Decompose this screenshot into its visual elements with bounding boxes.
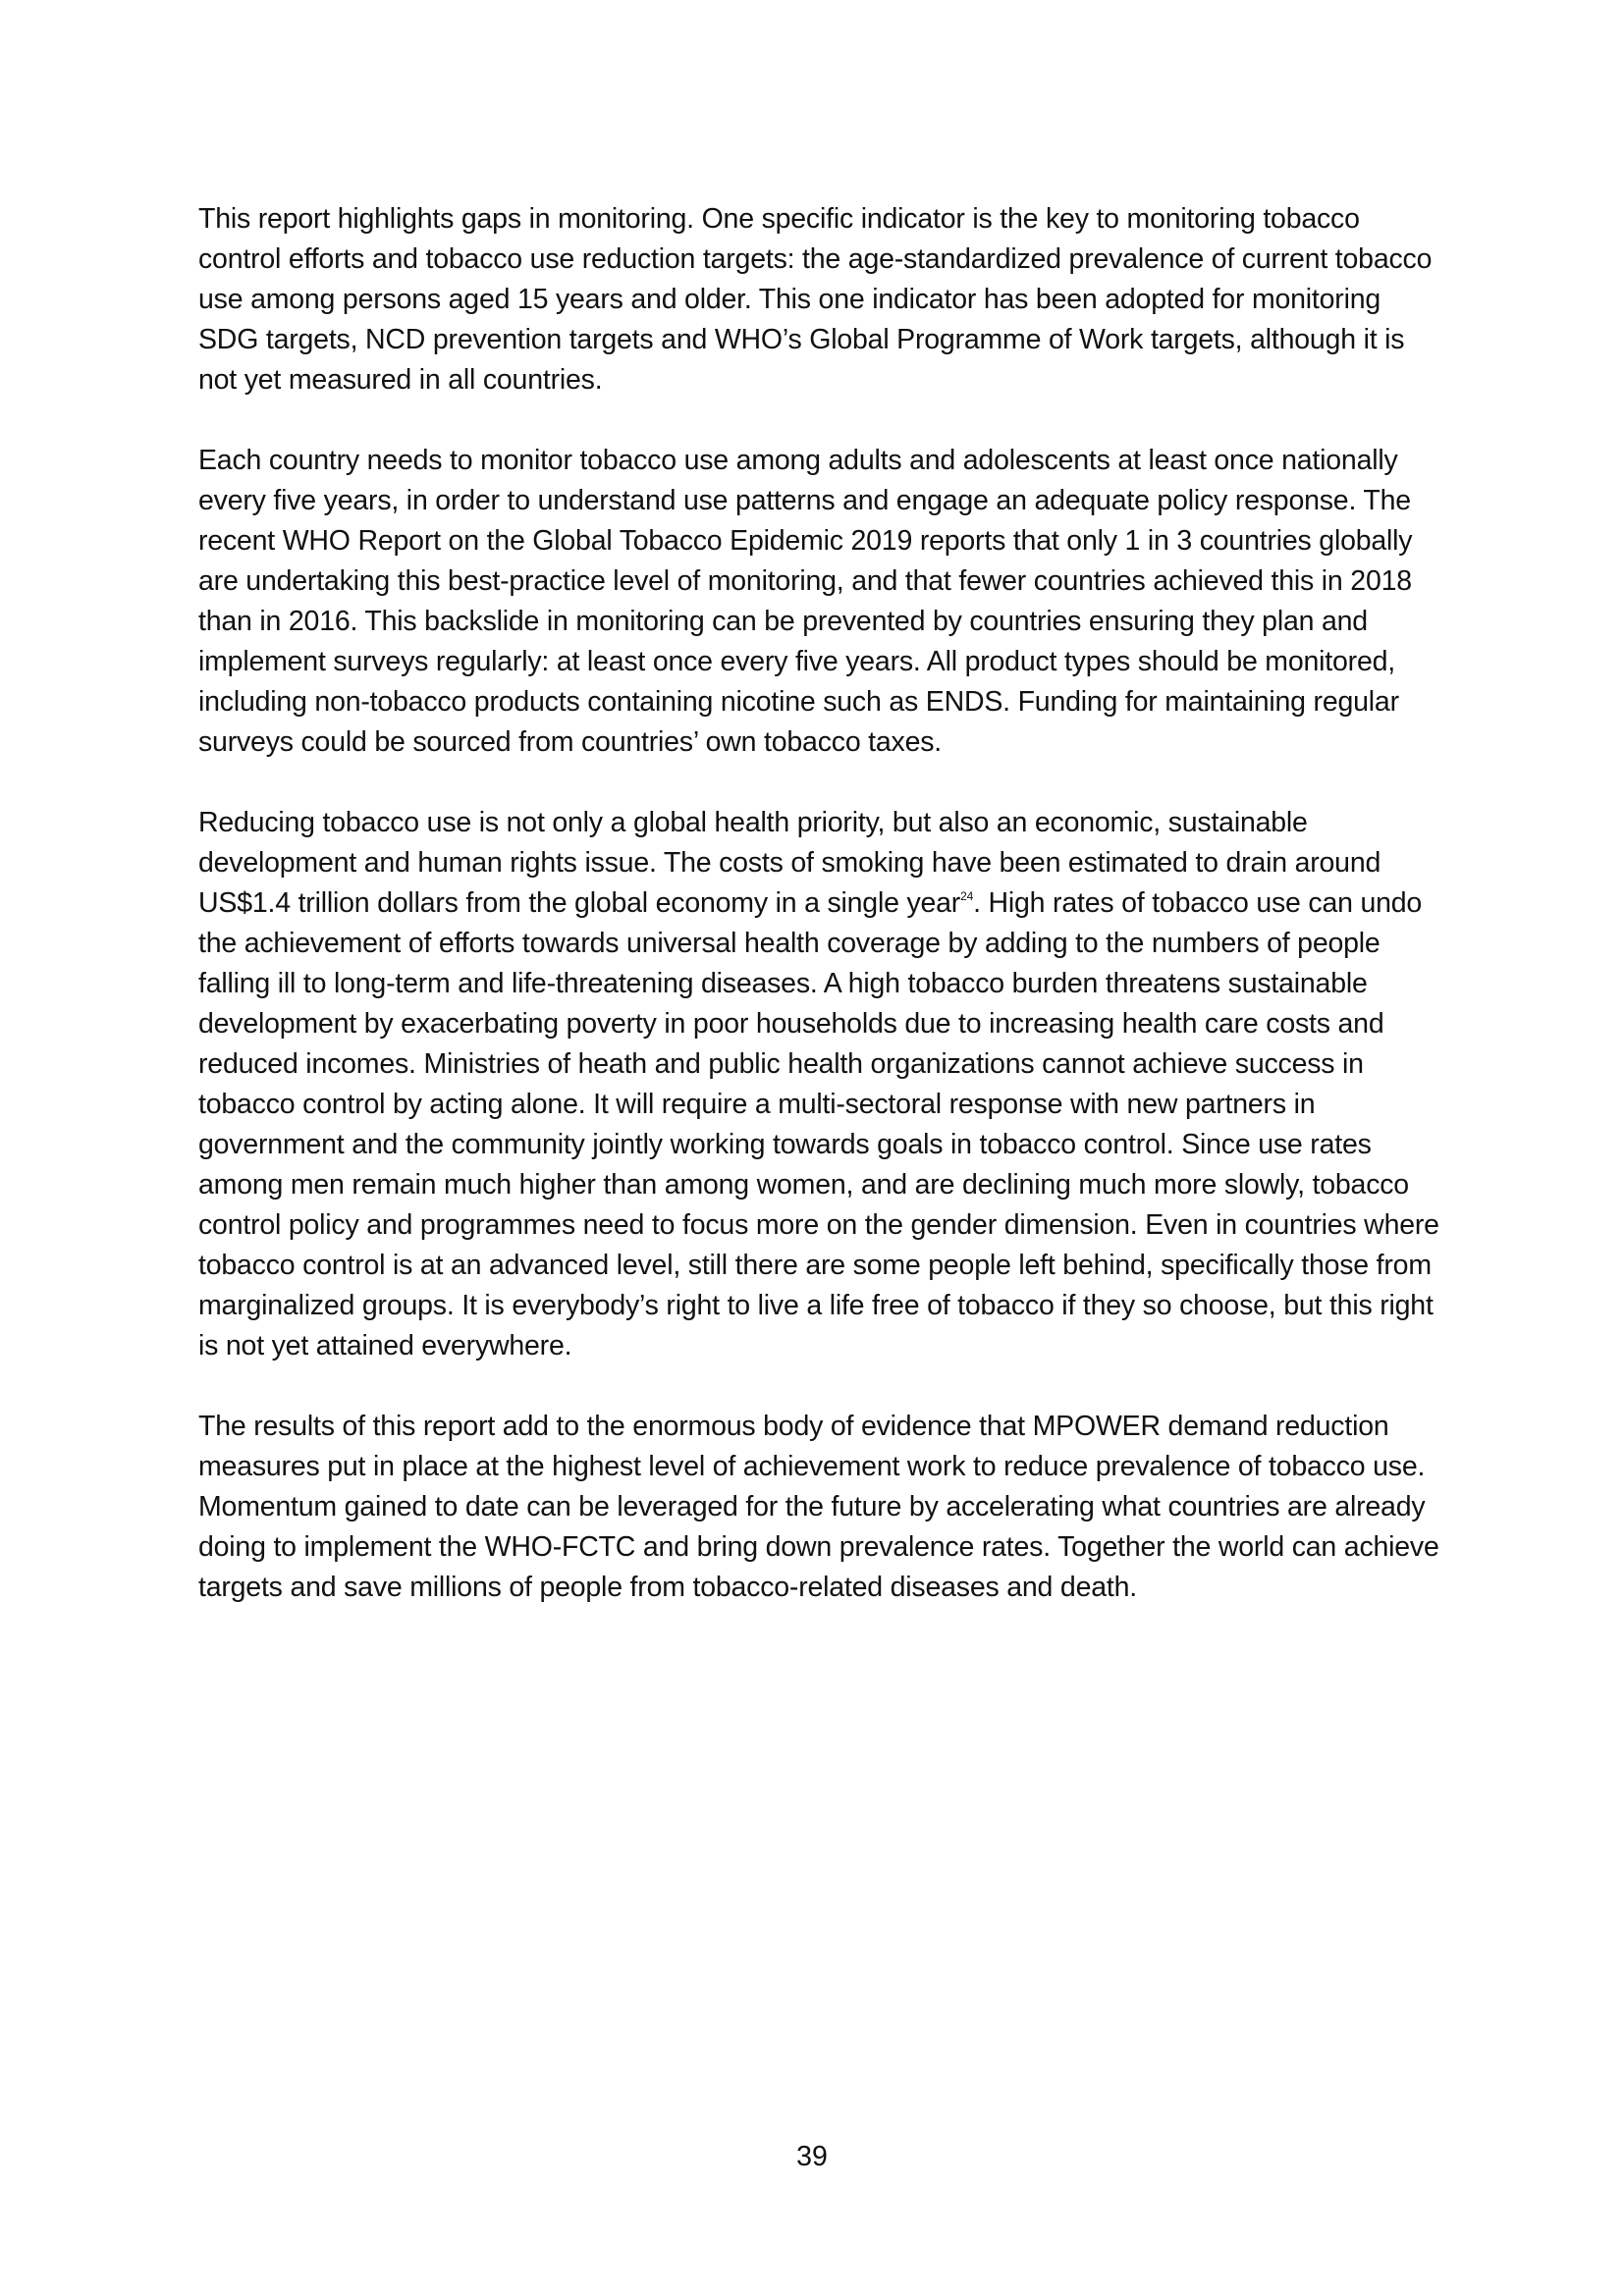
paragraph-economic-impact-part1: Reducing tobacco use is not only a global health priority, but also an economic, sustainable development and human rights issue. The costs of smoking have been estimated to drain around US$1.4 trillion dollars from the global economy in a single year xyxy=(198,807,1381,919)
footnote-reference: 24 xyxy=(960,888,974,903)
paragraph-economic-impact-part2: . High rates of tobacco use can undo the achievement of efforts towards universal health coverage by adding to the numbers of people falling ill to long-term and life-threatening diseases. A high tobacco burden threatens sustainable development by exacerbating poverty in poor households due to increasing health care costs and reduced incomes. Ministries of heath and public health organizations cannot achieve success in tobacco control by acting alone. It will require a multi-sectoral response with new partners in government and the community jointly working towards goals in tobacco control. Since use rates among men remain much higher than among women, and are declining much more slowly, tobacco control policy and programmes need to focus more on the gender dimension. Even in countries where tobacco control is at an advanced level, still there are some people left behind, specifically those from marginalized groups. It is everybody’s right to live a life free of tobacco if they so choose, but this right is not yet attained everywhere. xyxy=(198,887,1439,1362)
body-text xyxy=(198,199,1445,1648)
paragraph-monitoring-gaps: This report highlights gaps in monitoring. One specific indicator is the key to monitoring tobacco control efforts and tobacco use reduction targets: the age-standardized prevalence of current tobacco use among persons aged 15 years and older. This one indicator has been adopted for monitoring SDG targets, NCD prevention targets and WHO’s Global Programme of Work targets, although it is not yet measured in all countries. xyxy=(198,203,1433,396)
page-number: 39 xyxy=(796,2141,828,2172)
paragraph-economic-impact xyxy=(198,803,1445,1366)
paragraph-national-monitoring: Each country needs to monitor tobacco use among adults and adolescents at least once nationally every five years, in order to understand use patterns and engage an adequate policy response. The recent WHO Report on the Global Tobacco Epidemic 2019 reports that only 1 in 3 countries globally are undertaking this best-practice level of monitoring, and that fewer countries achieved this in 2018 than in 2016. This backslide in monitoring can be prevented by countries ensuring they plan and implement surveys regularly: at least once every five years. All product types should be monitored, including non-tobacco products containing nicotine such as ENDS. Funding for maintaining regular surveys could be sourced from countries’ own tobacco taxes. xyxy=(198,445,1413,758)
paragraph-conclusion: The results of this report add to the enormous body of evidence that MPOWER demand reduction measures put in place at the highest level of achievement work to reduce prevalence of tobacco use. Momentum gained to date can be leveraged for the future by accelerating what countries are already doing to implement the WHO-FCTC and bring down prevalence rates. Together the world can achieve targets and save millions of people from tobacco-related diseases and death. xyxy=(198,1411,1439,1603)
